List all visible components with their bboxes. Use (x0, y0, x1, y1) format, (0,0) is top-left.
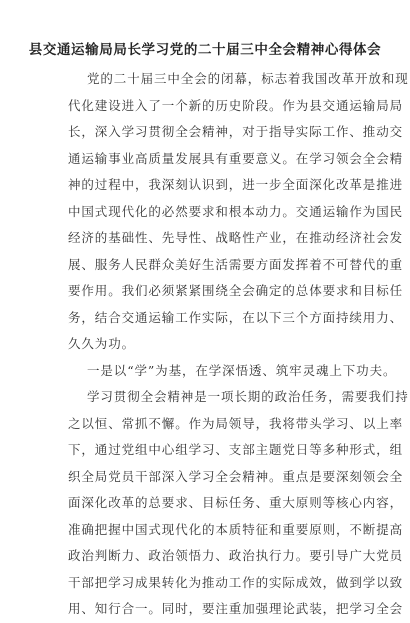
paragraph-line: 务，结合交通运输工作实际，在以下三个方面持续用力、 (68, 309, 404, 325)
paragraph-line: 之以恒、常抓不懈。作为局领导，我将带头学习、以上率 (68, 415, 404, 431)
paragraph-line: 展、服务人民群众美好生活需要方面发挥着不可替代的重 (68, 256, 404, 272)
paragraph-line: 党的二十届三中全会的闭幕，标志着我国改革开放和现 (87, 71, 409, 86)
paragraph-line: 代化建设进入了一个新的历史阶段。作为县交通运输局局 (68, 97, 404, 113)
paragraph-1 (68, 66, 409, 358)
paragraph-line: 学习贯彻全会精神是一项长期的政治任务，需要我们持 (87, 389, 409, 404)
section-heading-line: 一是以“学”为基，在学深悟透、筑牢灵魂上下功夫。 (87, 362, 397, 378)
paragraph-line: 面深化改革的总要求、目标任务、重大原则等核心内容， (68, 495, 404, 510)
paragraph-line: 通运输事业高质量发展具有重要意义。在学习领会全会精 (68, 150, 404, 166)
paragraph-line: 要作用。我们必须紧紧围绕全会确定的总体要求和目标任 (68, 283, 404, 298)
paragraph-line: 下，通过党组中心组学习、支部主题党日等多种形式，组 (68, 442, 404, 457)
paragraph-line: 中国式现代化的必然要求和根本动力。交通运输作为国民 (68, 203, 404, 219)
document-body (68, 66, 409, 623)
paragraph-line: 干部把学习成果转化为推动工作的实际成效，做到学以致 (68, 574, 404, 590)
paragraph-line: 用、知行合一。同时，要注重加强理论武装，把学习全会 (68, 601, 404, 616)
paragraph-line: 长，深入学习贯彻全会精神，对于指导实际工作、推动交 (68, 124, 404, 139)
paragraph-3 (68, 384, 409, 623)
paragraph-line: 政治判断力、政治领悟力、政治执行力。要引导广大党员 (68, 548, 404, 563)
paragraph-2 (68, 358, 397, 385)
paragraph-line: 神的过程中，我深刻认识到，进一步全面深化改革是推进 (68, 177, 404, 192)
paragraph-line: 准确把握中国式现代化的本质特征和重要原则，不断提高 (68, 521, 404, 537)
paragraph-line: 织全局党员干部深入学习全会精神。重点是要深刻领会全 (68, 468, 404, 484)
paragraph-line: 经济的基础性、先导性、战略性产业，在推动经济社会发 (68, 230, 404, 245)
document-title: 县交通运输局局长学习党的二十届三中全会精神心得体会 (28, 42, 382, 58)
paragraph-line: 久久为功。 (68, 336, 136, 351)
